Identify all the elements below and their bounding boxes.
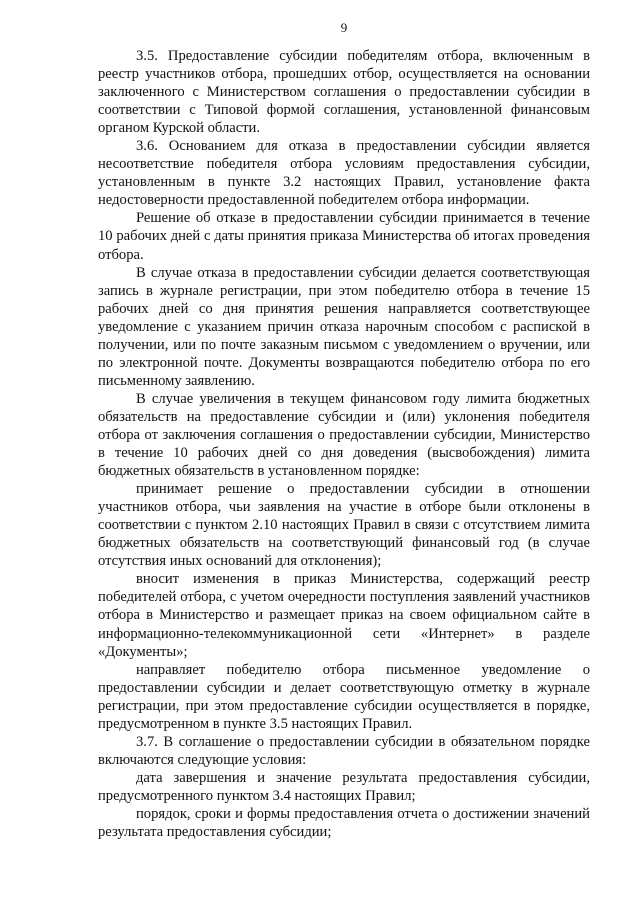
paragraph-3-7: 3.7. В соглашение о предоставлении субсидии в обязательном порядке включаются следующие условия: — [98, 733, 590, 768]
paragraph-list-item-notify: направляет победителю отбора письменное уведомление о предоставлении субсидии и делает соответствующую отметку в журнале регистрации, при этом предоставление субсидии осуществляется в порядке, предусмотренном в пункте 3.5 настоящих Правил. — [98, 661, 590, 732]
page-number: 9 — [340, 20, 348, 35]
paragraph-refusal-notice: В случае отказа в предоставлении субсидии делается соответствующая запись в журнале регистрации, при этом победителю отбора в течение 15 рабочих дней со дня принятия решения направляется соответствующее уведомление с указанием причин отказа нарочным способом с распиской в получении, или по почте заказным письмом с уведомлением о вручении, или по электронной почте. Документы возвращаются победителю отбора по его письменному заявлению. — [98, 264, 590, 389]
paragraph-condition-result-date: дата завершения и значение результата предоставления субсидии, предусмотренного пунктом 3.4 настоящих Правил; — [98, 769, 590, 804]
paragraph-list-item-decision: принимает решение о предоставлении субсидии в отношении участников отбора, чьи заявления на участие в отборе были отклонены в соответствии с пунктом 2.10 настоящих Правил в связи с отсутствием лимита бюджетных обязательств на соответствующий финансовый год (в случае отсутствия иных оснований для отклонения); — [98, 481, 590, 570]
paragraph-3-5: 3.5. Предоставление субсидии победителям отбора, включенным в реестр участников отбора, прошедших отбор, осуществляется на основании заключенного с Министерством соглашения о предоставлении субсидии в соответствии с Типовой формой соглашения, установленной финансовым органом Курской области. — [98, 48, 590, 137]
paragraph-limit-increase: В случае увеличения в текущем финансовом году лимита бюджетных обязательств на предоставление субсидии и (или) уклонения победителя отбора от заключения соглашения о предоставлении субсидии, Министерство в течение 10 рабочих дней со дня доведения (высвобождения) лимита бюджетных обязательств в установленном порядке: — [98, 390, 590, 480]
document-body — [98, 47, 590, 841]
paragraph-refusal-decision: Решение об отказе в предоставлении субсидии принимается в течение 10 рабочих дней с даты принятия приказа Министерства об итогах проведения отбора. — [98, 210, 590, 263]
paragraph-condition-report: порядок, сроки и формы предоставления отчета о достижении значений результата предоставления субсидии; — [98, 805, 590, 841]
paragraph-3-6: 3.6. Основанием для отказа в предоставлении субсидии является несоответствие победителя отбора условиям предоставления субсидии, установленным в пункте 3.2 настоящих Правил, установление факта недостоверности предоставленной победителем отбора информации. — [98, 138, 590, 209]
paragraph-list-item-amend-order: вносит изменения в приказ Министерства, содержащий реестр победителей отбора, с учетом очередности поступления заявлений участников отбора в Министерство и размещает приказ на своем официальном сайте в информационно-телекоммуникационной сети «Интернет» в разделе «Документы»; — [98, 571, 590, 660]
